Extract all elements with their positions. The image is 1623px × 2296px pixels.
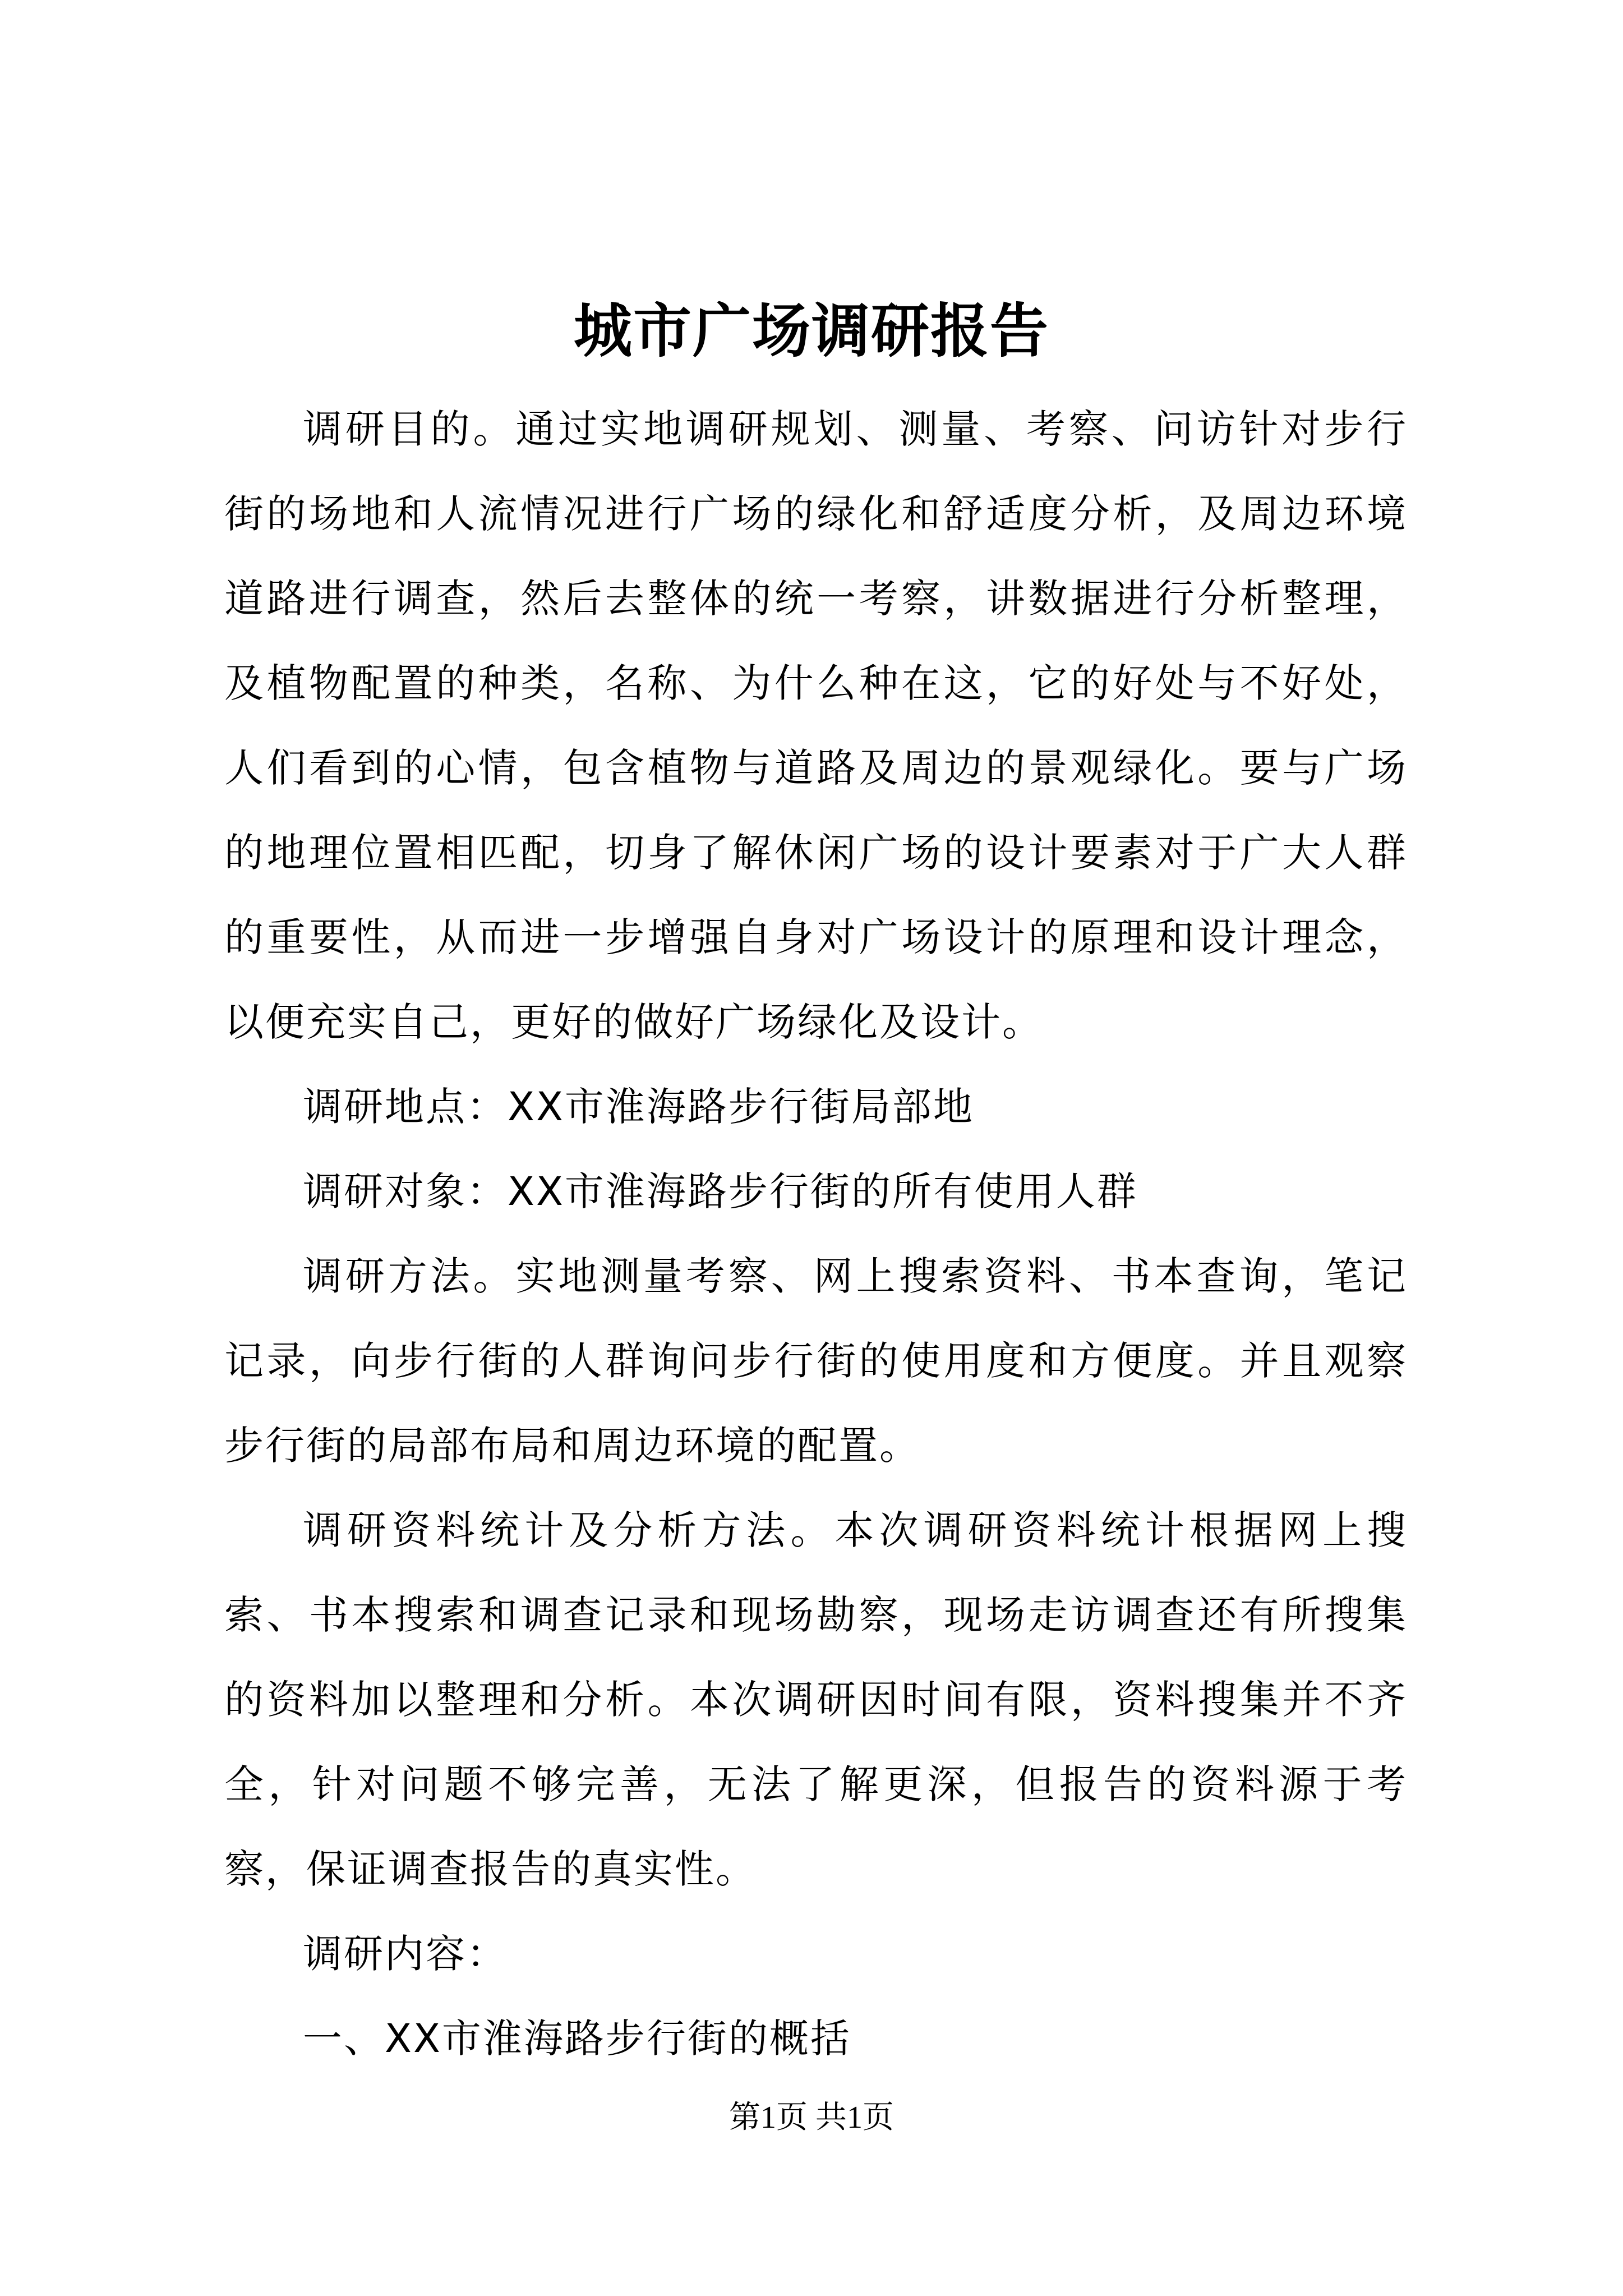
- paragraph-subjects: 调研对象：XX市淮海路步行街的所有使用人群: [303, 1168, 1138, 1214]
- page-footer: 第1页 共1页: [729, 2100, 894, 2135]
- paragraph-purpose: 调研目的。通过实地调研规划、测量、考察、问访针对步行街的场地和人流情况进行广场的绿化和舒适度分析，及周边环境道路进行调查，然后去整体的统一考察，讲数据进行分析整理，及植物配置的种类，名称、为什么种在这，它的好处与不好处，人们看到的心情，包含植物与道路及周边的景观绿化。要与广场的地理位置相匹配，切身了解休闲广场的设计要素对于广大人群的重要性，从而进一步增强自身对广场设计的原理和设计理念，以便充实自己，更好的做好广场绿化及设计。: [224, 406, 1408, 1045]
- document-body: [224, 387, 1408, 2081]
- paragraph-section-one-heading: 一、XX市淮海路步行街的概括: [303, 2016, 851, 2062]
- document-title: 城市广场调研报告: [573, 296, 1049, 365]
- paragraph-analysis-methods: 调研资料统计及分析方法。本次调研资料统计根据网上搜索、书本搜索和调查记录和现场勘察，现场走访调查还有所搜集的资料加以整理和分析。本次调研因时间有限，资料搜集并不齐全，针对问题不够完善，无法了解更深，但报告的资料源于考察，保证调查报告的真实性。: [224, 1507, 1408, 1892]
- paragraph-content-heading: 调研内容：: [303, 1931, 508, 1977]
- paragraph-location: 调研地点：XX市淮海路步行街局部地: [303, 1084, 974, 1130]
- paragraph-methods: 调研方法。实地测量考察、网上搜索资料、书本查询，笔记记录，向步行街的人群询问步行街的使用度和方便度。并且观察步行街的局部布局和周边环境的配置。: [224, 1253, 1408, 1469]
